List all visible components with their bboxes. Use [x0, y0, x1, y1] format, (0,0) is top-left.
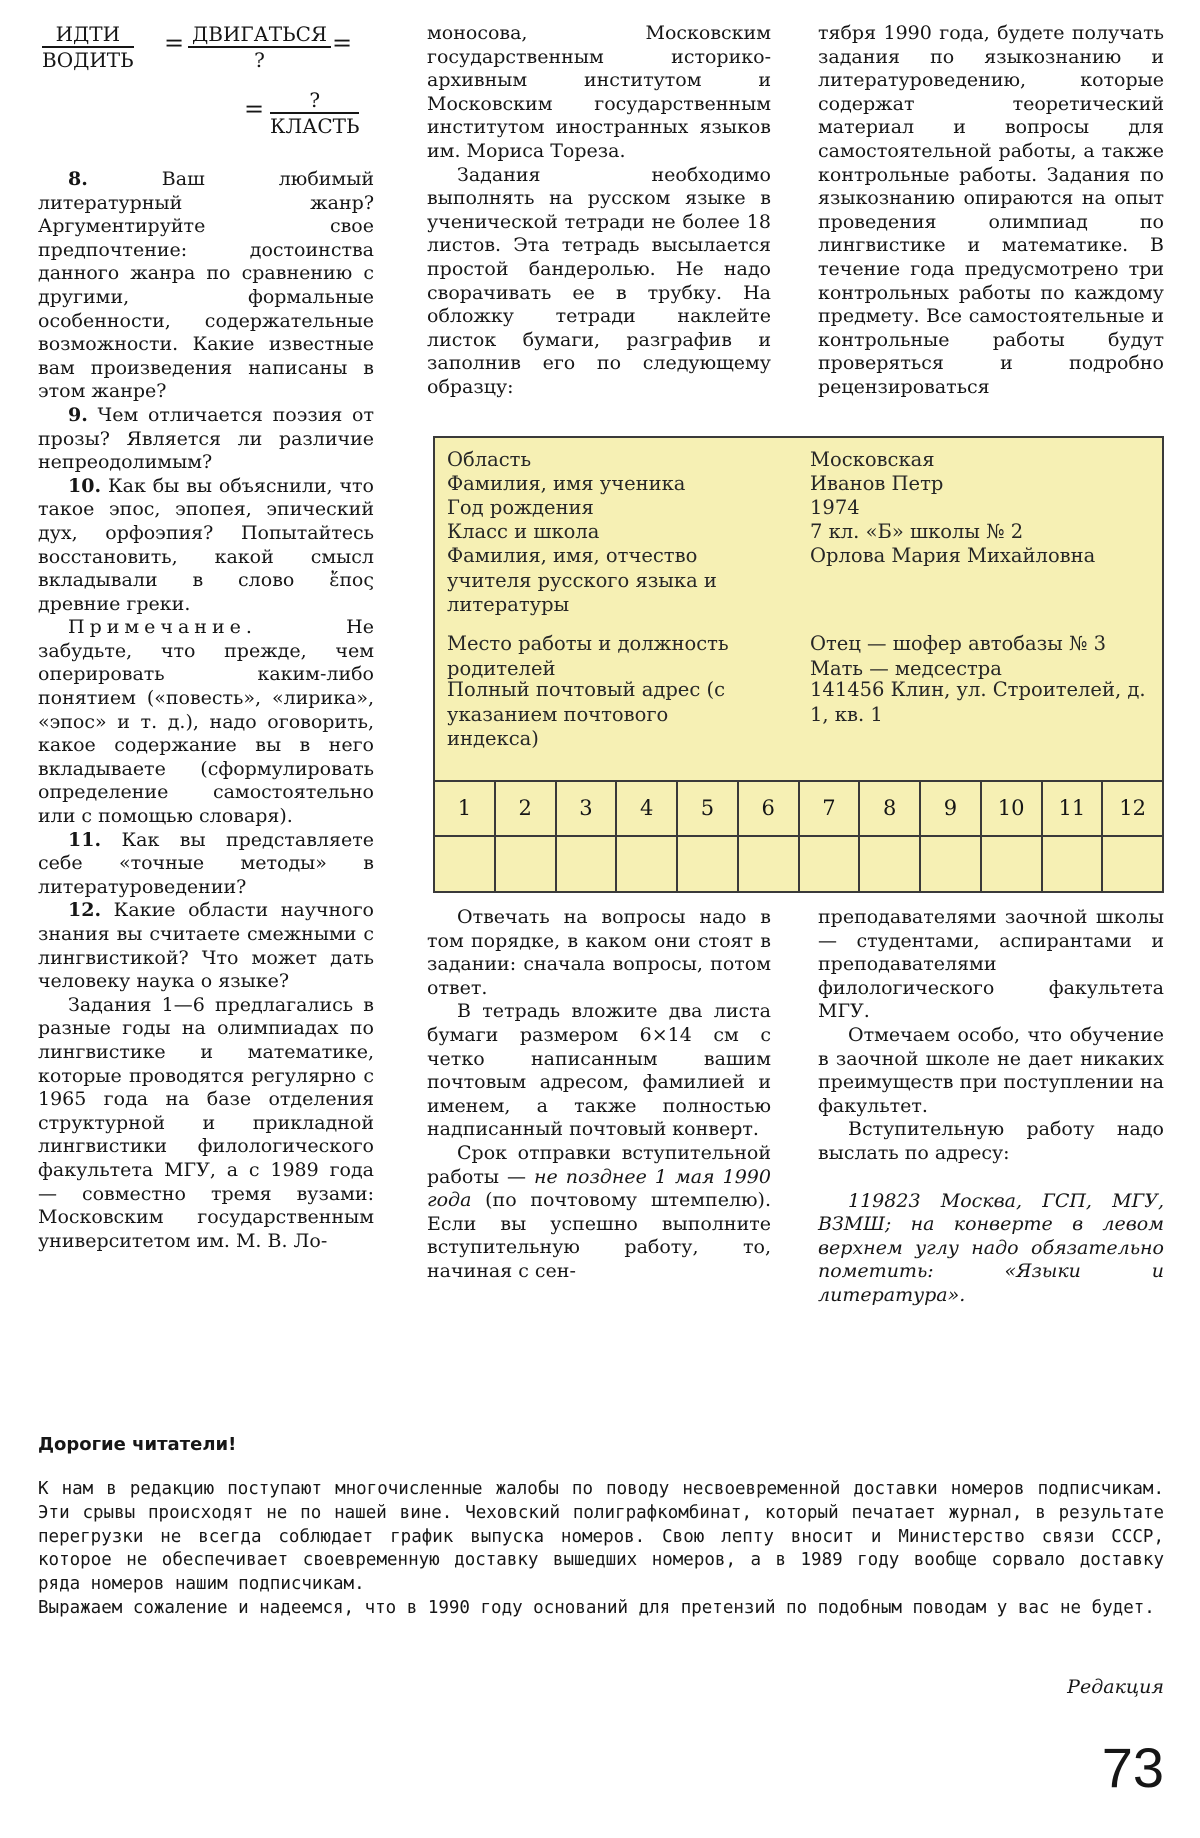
note-text: Не забудьте, что прежде, чем оперировать каким-либо понятием («повесть», «лирика», «эпос» и т. д.), надо оговорить, какое содержание вы в него вкладываете (сформулировать определение самостоятельно или с помощью словаря). [38, 616, 374, 828]
question-number: 12. [68, 899, 102, 922]
fraction-3 [270, 88, 359, 138]
deadline-date: не позднее 1 мая 1990 года [427, 1165, 771, 1212]
equals-sign: = [244, 95, 265, 123]
column-right-lower [818, 906, 1164, 1308]
field-value: Отец — шофер автобазы № 3 Мать — медсестра [810, 632, 1107, 680]
grid-number-cell: 2 [496, 782, 557, 835]
paragraph: Вступительную работу надо выслать по адресу: [818, 1118, 1164, 1164]
note [38, 616, 374, 828]
notice-body [38, 1478, 1164, 1621]
grid-number-cell: 9 [921, 782, 982, 835]
grid-blank-cell [617, 837, 678, 893]
field-label: Место работы и должность родителей [447, 632, 729, 680]
mailing-address: 119823 Москва, ГСП, МГУ, ВЗМШ; на конверте в левом верхнем углу надо обязательно пометить: «Языки и литература». [818, 1189, 1164, 1306]
field-value: Иванов Петр [810, 472, 944, 495]
grid-number-cell: 4 [617, 782, 678, 835]
paragraph: моносова, Московским государственным историко-архивным институтом и Московским государственным институтом иностранных языков им. Мориса Тореза. [427, 22, 771, 162]
notebook-label-sample [433, 436, 1164, 893]
grid-blank-cell [982, 837, 1043, 893]
grid-number-cell: 1 [435, 782, 496, 835]
field-label: Фамилия, имя, отчество учителя русского языка и литературы [447, 544, 717, 616]
grid-number-cell: 3 [557, 782, 618, 835]
grid-blank-cell [921, 837, 982, 893]
fraction-1-denominator: ВОДИТЬ [42, 48, 134, 72]
fraction-3-denominator: КЛАСТЬ [270, 114, 360, 138]
question-8 [38, 168, 374, 404]
paragraph: Выражаем сожаление и надеемся, что в 1990 году оснований для претензий по подобным поводам у вас не будет. [38, 1597, 1155, 1618]
paragraph: Отмечаем особо, что обучение в заочной школе не дает никаких преимуществ при поступлении на факультет. [818, 1023, 1164, 1117]
question-text: Как вы представляете себе «точные методы» в литературоведении? [38, 828, 374, 898]
question-text: Какие области научного знания вы считаете смежными с лингвистикой? Что может дать человеку наука о языке? [38, 899, 374, 993]
grid-number-cell: 11 [1043, 782, 1104, 835]
column-middle-lower [427, 906, 771, 1284]
field-label: Полный почтовый адрес (с указанием почтового индекса) [447, 678, 725, 750]
paragraph: Отвечать на вопросы надо в том порядке, в каком они стоят в задании: сначала вопросы, потом ответ. [427, 906, 771, 999]
word-proportion-riddle [38, 22, 374, 168]
grid-blank-cell [739, 837, 800, 893]
grade-grid-blank-row [435, 837, 1162, 893]
grid-blank-cell [678, 837, 739, 893]
grid-number-cell: 6 [739, 782, 800, 835]
field-label: Класс и школа [447, 520, 600, 543]
deadline-text: (по почтовому штемпелю). Если вы успешно выполните вступительную работу, то, начиная с сен- [427, 1189, 771, 1282]
field-value: Московская [810, 448, 935, 471]
grid-number-cell: 12 [1119, 796, 1146, 820]
grid-blank-cell [1043, 837, 1104, 893]
field-value: 7 кл. «Б» школы № 2 [810, 520, 1024, 543]
fraction-2 [188, 22, 331, 72]
paragraph: тября 1990 года, будете получать задания по языкознанию и литературоведению, которые содержат теоретический материал и вопросы для самостоятельной работы, а также контрольные работы. Задания по языкознанию опираются на опыт проведения олимпиад по лингвистике и математике. В течение года предусмотрено три контрольных работы по каждому предмету. Все самостоятельные и контрольные работы будут проверяться и подробно рецензироваться [818, 22, 1164, 398]
grid-blank-cell [557, 837, 618, 893]
question-number: 8. [68, 168, 88, 190]
question-number: 9. [68, 403, 88, 426]
grid-number-cell: 5 [678, 782, 739, 835]
grid-blank-cell [800, 837, 861, 893]
fraction-2-numerator: ДВИГАТЬСЯ [188, 22, 331, 48]
fraction-1-numerator: ИДТИ [42, 22, 134, 48]
fraction-1 [42, 22, 134, 72]
question-9 [38, 404, 374, 475]
field-value: Орлова Мария Михайловна [810, 544, 1096, 567]
grid-blank-cell [860, 837, 921, 893]
deadline-text: Срок отправки вступительной работы — [427, 1141, 771, 1188]
equals-sign: = [332, 29, 353, 57]
column-right [818, 22, 1164, 400]
grid-blank-cell [435, 837, 496, 893]
fraction-2-denominator: ? [254, 48, 265, 72]
tasks-paragraph: Задания 1—6 предлагались в разные годы на олимпиадах по лингвистике и математике, которые проводятся регулярно с 1965 года на базе отделения структурной и прикладной лингвистики филологического факультета МГУ, а с 1989 года — совместно тремя вузами: Московским государственным университетом им. М. В. Ло- [38, 993, 374, 1252]
notice-heading: Дорогие читатели! [38, 1434, 237, 1455]
question-12 [38, 899, 374, 993]
grid-number-cell: 10 [982, 782, 1043, 835]
grid-blank-cell [1103, 837, 1162, 893]
grade-grid-numbers [435, 780, 1162, 837]
question-text: Ваш любимый литературный жанр? Аргументируйте свое предпочтение: достоинства данного жанра по сравнению с другими, формальные особенности, содержательные возможности. Какие известные вам произведения написаны в этом жанре? [38, 168, 374, 403]
fraction-3-numerator: ? [270, 88, 359, 114]
grid-number-cell: 8 [860, 782, 921, 835]
editorial-signature: Редакция [1067, 1676, 1164, 1698]
question-11 [38, 829, 374, 900]
column-left [38, 22, 374, 1253]
field-label: Область [447, 448, 532, 471]
question-number: 11. [68, 828, 102, 851]
question-number: 10. [68, 474, 102, 497]
field-label: Год рождения [447, 496, 594, 519]
label-fields [435, 438, 1162, 780]
question-10 [38, 475, 374, 617]
grid-blank-cell [496, 837, 557, 893]
question-text: Как бы вы объяснили, что такое эпос, эпопея, эпический дух, орфоэпия? Попытайтесь восстановить, какой смысл вкладывали в слово ἔπος древние греки. [38, 474, 374, 615]
page-number: 73 [1101, 1736, 1164, 1799]
field-label: Фамилия, имя ученика [447, 472, 686, 495]
deadline-paragraph [427, 1142, 771, 1284]
note-label: Примечание. [68, 616, 257, 639]
paragraph: Задания необходимо выполнять на русском языке в ученической тетради не более 18 листов. Эта тетрадь высылается простой бандеролью. Не надо сворачивать ее в трубку. На обложку тетради наклейте листок бумаги, разграфив и заполнив его по следующему образцу: [427, 163, 771, 398]
question-text: Чем отличается поэзия от прозы? Является ли различие непреодолимым? [38, 403, 374, 474]
paragraph: В тетрадь вложите два листа бумаги размером 6×14 см с четко написанным вашим почтовым адресом, фамилией и именем, а также полностью надписанный почтовый конверт. [427, 1000, 771, 1141]
field-value: 141456 Клин, ул. Строителей, д. 1, кв. 1 [810, 678, 1146, 726]
grid-number-cell: 7 [800, 782, 861, 835]
column-middle [427, 22, 771, 400]
equals-sign: = [164, 29, 185, 57]
paragraph: К нам в редакцию поступают многочисленные жалобы по поводу несвоевременной доставки номеров подписчикам. Эти срывы происходят не по нашей вине. Чеховский полиграфкомбинат, который печатает журнал, в результате перегрузки не всегда соблюдает график выпуска номеров. Свою лепту вносит и Министерство связи СССР, которое не обеспечивает своевременную доставку вышедших номеров, а в 1989 году вообще сорвало доставку ряда номеров нашим подписчикам. [38, 1479, 1164, 1595]
paragraph: преподавателями заочной школы — студентами, аспирантами и преподавателями филологического факультета МГУ. [818, 906, 1164, 1023]
field-value: 1974 [810, 496, 860, 519]
